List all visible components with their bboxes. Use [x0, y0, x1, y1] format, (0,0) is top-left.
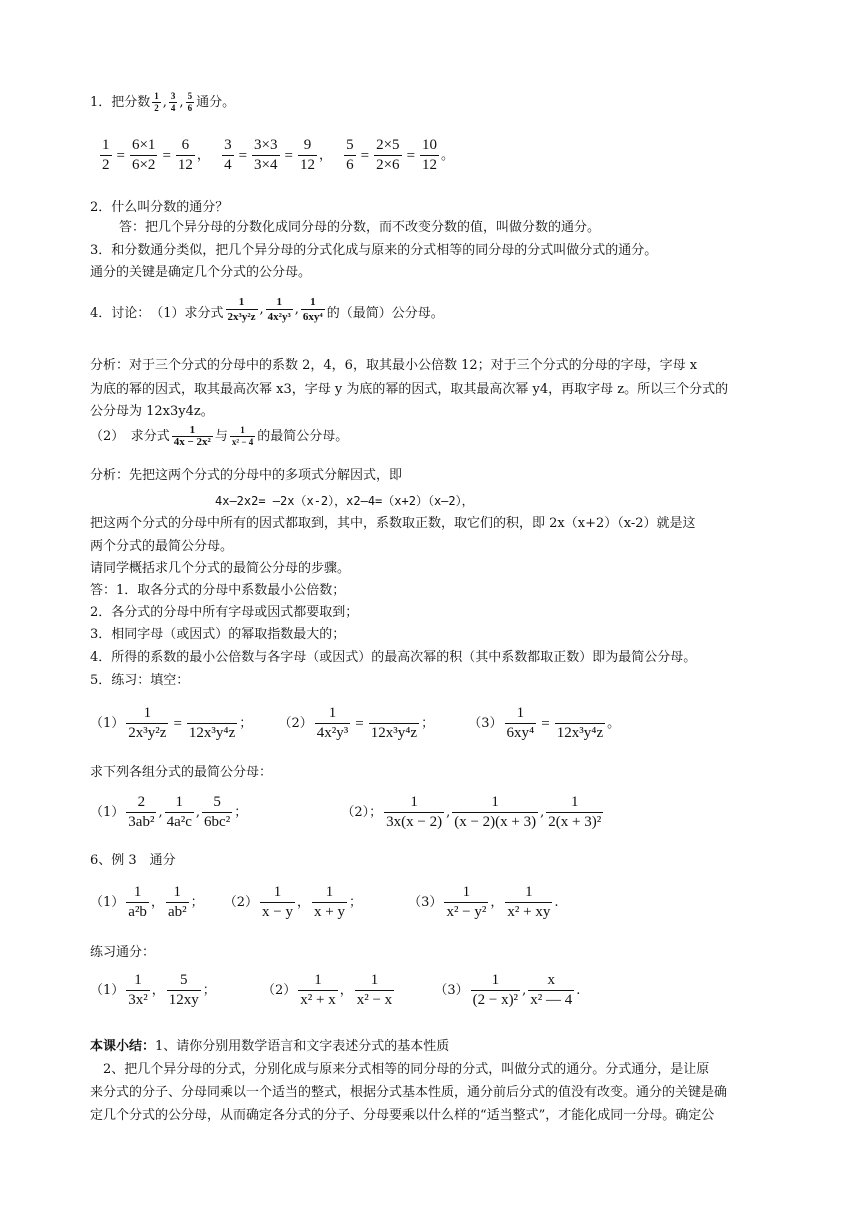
summary-line-1: 本课小结：1、请你分别用数学语言和文字表述分式的基本性质 — [90, 1039, 450, 1054]
practice-row: （1） $\frac{1}{\text{3x²}}$ ， $\frac{5}{12xy}$ ； （2） $\frac{1}{\text{x² + x}}$ ， $\frac{1}{\text{x² − x}}$ （3） $\frac{1}{\text{(2 − x)²}}$ , $\frac{x}{\text{x² — 4}}$ . — [90, 972, 581, 1008]
fraction: $\frac{9}{12}$ — [299, 137, 315, 173]
fraction-5-6: $\frac{5}{6}$ — [187, 91, 193, 113]
exercise-5-title: 5．练习：填空： — [90, 673, 190, 688]
analysis-2-factorization: 4x—2x2= —2x（x-2），x2—4=（x+2）（x—2）， — [215, 494, 474, 508]
fraction: $\frac{1}{\text{x² + xy}}$ — [507, 884, 551, 920]
fraction: $\frac{1}{\text{(2 − x)²}}$ — [472, 972, 519, 1008]
fraction: $\frac{1}{\text{4x²y³}}$ — [316, 705, 349, 741]
step-3: 3．相同字母（或因式）的幂取指数最大的； — [90, 627, 346, 642]
fraction: $\frac{3}{4}$ — [224, 137, 232, 173]
fraction: $\frac{1}{\text{6xy⁴}}$ — [506, 705, 535, 741]
fraction: $\frac{1}{x + y}$ — [314, 884, 345, 920]
summary-line-2: 2、把几个异分母的分式，分别化成与原来分式相等的同分母的分式，叫做分式的通分。分式通分，是让原 — [103, 1062, 710, 1077]
fraction: $\frac{6\times 1}{6\times 2}$ — [131, 137, 156, 173]
summary-line-3: 来分式的分子、分母同乘以一个适当的整式，根据分式基本性质，通分前后分式的值没有改变。通分的关键是确 — [90, 1085, 728, 1100]
fraction: $\frac{1}{\text{ab²}}$ — [167, 884, 187, 920]
fraction-blank: 12x³y⁴z — [556, 725, 604, 741]
fraction-1-2: $\frac{1}{2}$ — [154, 91, 159, 113]
fraction: $\frac{2}{\text{3ab²}}$ — [128, 794, 155, 830]
fraction: $\frac{1}{3x(x - 2)}$ — [386, 794, 443, 830]
fraction: $\frac{3\times 3}{3\times 4}$ — [254, 137, 278, 173]
fraction: $\frac{1}{\text{a²b}}$ — [128, 884, 147, 920]
step-2: 2．各分式的分母中所有字母或因式都要取到； — [90, 605, 359, 620]
step-1: 答：1．取各分式的分母中系数最小公倍数； — [90, 583, 346, 598]
fraction-blank: 12x³y⁴z — [370, 725, 418, 741]
analysis-1-line-1: 分析：对于三个分式的分母中的系数 2，4，6，取其最小公倍数 12；对于三个分式的分母的字母，字母 x — [90, 358, 698, 373]
answer-2: 答：把几个异分母的分数化成同分母的分数，而不改变分数的值，叫做分数的通分。 — [119, 220, 601, 235]
fill-blank-row: （1） $\frac{1}{\text{2x³y²z}}$ = 12x³y⁴z ； （2） $\frac{1}{\text{4x²y³}}$ = 12x³y⁴z ； （3） $\frac{1}{\text{6xy⁴}}$ = 12x³y⁴z 。 — [90, 705, 621, 741]
fraction: $\frac{1}{\text{4a²c}}$ — [166, 794, 192, 830]
fraction: $\frac{6}{12}$ — [177, 137, 193, 173]
fraction: $\frac{x}{\text{x² — 4}}$ — [530, 972, 573, 1008]
discussion-4: 4．讨论： （1）求分式 $\frac{1}{\text{2x³y²z}}$ , $\frac{1}{\text{4x²y³}}$ , $\frac{1}{\text{6xy⁴}}$ 的（最简）公分母。 — [90, 296, 444, 323]
fraction: $\frac{1}{\text{x² − x}}$ — [356, 972, 393, 1008]
summary-heading: 本课小结： — [90, 1039, 156, 1054]
equation-row: $\frac{1}{2}$ = $\frac{6\times 1}{6\times 2}$ = $\frac{6}{12}$ ， $\frac{3}{4}$ = $\frac{3\times 3}{3\times 4}$ = $\frac{9}{12}$ ， $\frac{5}{6}$ = $\frac{2\times 5}{2\times 6}$ = $\frac{10}{12}$ 。 — [102, 137, 455, 173]
q1-line: 1．把分数 $\frac{1}{2}$ , $\frac{3}{4}$ , $\frac{5}{6}$ 通分。 — [90, 91, 236, 113]
question-3-note: 通分的关键是确定几个分式的公分母。 — [90, 265, 312, 280]
fraction: $\frac{1}{(x - 2)(x + 3)}$ — [454, 794, 537, 830]
question-2: 2．什么叫分数的通分？ — [90, 200, 229, 215]
analysis-2-line-3: 把这两个分式的分母中所有的因式都取到，其中，系数取正数，取它们的积，即 2x（x+2）（x-2）就是这 — [90, 516, 696, 531]
question-3: 3．和分数通分类似，把几个异分母的分式化成与原来的分式相等的同分母的分式叫做分式的通分。 — [90, 243, 658, 258]
fraction: $\frac{1}{x - y}$ — [262, 884, 294, 920]
fraction: $\frac{1}{\text{4x − 2x²}}$ — [173, 424, 211, 448]
analysis-2-line-1: 分析：先把这两个分式的分母中的多项式分解因式，即 — [90, 468, 403, 483]
analysis-1-line-2: 为底的幂的因式，取其最高次幂 x3，字母 y 为底的幂的因式，取其最高次幂 y4，再取字母 z。所以三个分式的 — [90, 382, 729, 397]
fraction: $\frac{1}{\text{x² − y²}}$ — [446, 884, 487, 920]
lcd-row: （1） $\frac{2}{\text{3ab²}}$ , $\frac{1}{\text{4a²c}}$ , $\frac{5}{\text{6bc²}}$ ； （2）； $\frac{1}{3x(x - 2)}$ , $\frac{1}{(x - 2)(x + 3)}$ , $\frac{1}{\text{2(x + 3)²}}$ — [90, 794, 602, 830]
fraction: $\frac{10}{12}$ — [422, 137, 438, 173]
fraction: $\frac{1}{\text{2x³y²z}}$ — [227, 296, 256, 323]
fraction-3-4: $\frac{3}{4}$ — [170, 91, 176, 113]
fraction: $\frac{2\times 5}{2\times 6}$ — [376, 137, 400, 173]
fraction: $\frac{1}{\text{6xy⁴}}$ — [302, 296, 323, 323]
step-4: 4．所得的系数的最小公倍数与各字母（或因式）的最高次幂的积（其中系数都取正数）即为最简公分母。 — [90, 650, 697, 665]
example-3-row: （1） $\frac{1}{\text{a²b}}$ ， $\frac{1}{\text{ab²}}$ ； （2） $\frac{1}{x - y}$ ， $\frac{1}{x + y}$ ； （3） $\frac{1}{\text{x² − y²}}$ ， $\frac{1}{\text{x² + xy}}$ . — [90, 884, 559, 920]
fraction: $\frac{1}{\text{3x²}}$ — [128, 972, 148, 1008]
fraction: $\frac{5}{6}$ — [346, 137, 354, 173]
example-3-title: 6、例 3 通分 — [90, 853, 176, 868]
fraction: $\frac{1}{\text{x² − 4}}$ — [231, 425, 254, 447]
fraction: $\frac{1}{\text{2x³y²z}}$ — [128, 705, 167, 741]
fraction: $\frac{1}{\text{x² + x}}$ — [300, 972, 336, 1008]
fraction: $\frac{5}{12xy}$ — [168, 972, 199, 1008]
part-2: （2） 求分式 $\frac{1}{\text{4x − 2x²}}$ 与 $\frac{1}{\text{x² − 4}}$ 的最简公分母。 — [90, 424, 349, 448]
fraction: $\frac{1}{\text{4x²y³}}$ — [267, 296, 291, 323]
analysis-2-line-4: 两个分式的最简公分母。 — [90, 539, 234, 554]
fraction: $\frac{1}{\text{2(x + 3)²}}$ — [548, 794, 602, 830]
analysis-1-line-3: 公分母为 12x3y4z。 — [90, 404, 214, 419]
fraction-blank: 12x³y⁴z — [188, 725, 236, 741]
fraction: $\frac{1}{2}$ — [102, 137, 110, 173]
fraction: $\frac{5}{\text{6bc²}}$ — [204, 794, 231, 830]
practice-title: 练习通分： — [90, 945, 156, 960]
summary-line-4: 定几个分式的公分母，从而确定各分式的分子、分母要乘以什么样的“适当整式”，才能化成同一分母。确定公 — [90, 1108, 715, 1123]
steps-prompt: 请同学概括求几个分式的最简公分母的步骤。 — [90, 561, 351, 576]
lcd-title: 求下列各组分式的最简公分母： — [90, 765, 273, 780]
